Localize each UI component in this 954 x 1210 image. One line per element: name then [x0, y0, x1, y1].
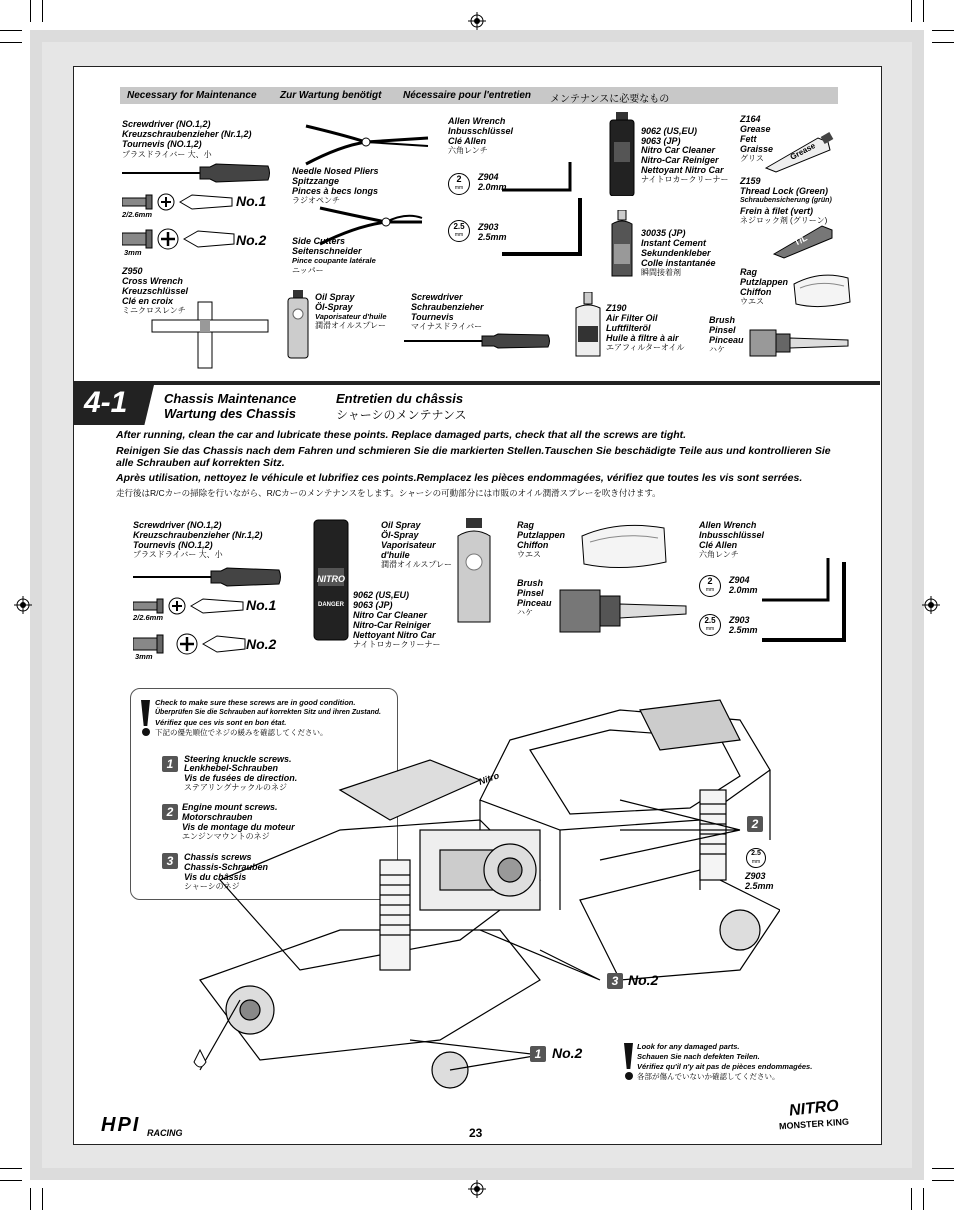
side-cutters-de: Seitenschneider: [292, 246, 362, 256]
cement-fr: Colle instantanée: [641, 258, 716, 268]
nmk-logo-line1: NITRO: [788, 1097, 840, 1120]
flat-sd-fr: Tournevis: [411, 312, 454, 322]
hpi-logo-text: HPI: [101, 1114, 141, 1136]
section-title-jp: シャーシのメンテナンス: [336, 408, 467, 422]
truck-brand-text: Nitro: [477, 770, 501, 787]
mid-nitro-fr: Nettoyant Nitro Car: [353, 630, 436, 640]
air-filter-oil-bottle-icon: [574, 292, 602, 358]
allen-top-en: Allen Wrench: [448, 116, 506, 126]
oil-top-en: Oil Spray: [315, 292, 355, 302]
registration-mark-icon: [14, 596, 32, 614]
mid-rag-en: Rag: [517, 520, 535, 530]
mid-no1-label: No.1: [246, 597, 277, 613]
damage-note-en: Look for any damaged parts.: [637, 1042, 740, 1051]
crop-mark: [0, 30, 22, 31]
nitro-top-jp: ナイトロカークリーナー: [641, 175, 729, 184]
nitro-top-fr: Nettoyant Nitro Car: [641, 165, 724, 175]
screw-item-1-en: Steering knuckle screws.: [184, 754, 292, 764]
flat-sd-de: Schraubenzieher: [411, 302, 484, 312]
grease-fr: Graisse: [740, 144, 774, 154]
cement-en: Instant Cement: [641, 238, 707, 248]
mid-allen-fr: Clé Allen: [699, 540, 738, 550]
oil-drop-icon: [194, 1050, 206, 1067]
threadlock-en: Thread Lock (Green): [740, 186, 829, 196]
instructions-jp: 走行後はR/Cカーの掃除を行いながら、R/Cカーのメンテナンスをします。シャーシの可動部分には市販のオイル潤滑スプレーを吹き付けます。: [116, 488, 661, 498]
monster-truck-chassis-illustration: [180, 680, 780, 1100]
check-note-en: Check to make sure these screws are in good condition.: [155, 698, 356, 707]
mid-rag-de: Putzlappen: [517, 530, 566, 540]
flat-sd-en: Screwdriver: [411, 292, 463, 302]
side-cutters-fr: Pince coupante latérale: [292, 256, 376, 265]
nitro-top-de: Nitro-Car Reiniger: [641, 155, 719, 165]
mid-z904-unit: mm: [705, 587, 715, 593]
damage-note-de: Schauen Sie nach defekten Teilen.: [637, 1052, 760, 1061]
z904-label: 2.0mm: [478, 182, 507, 192]
mid-z903-size: 2.5: [704, 616, 716, 625]
mid-z903-code: Z903: [729, 615, 750, 625]
mid-screw-large-size: 3mm: [135, 652, 153, 661]
mid-sd-en: Screwdriver (NO.1,2): [133, 520, 222, 530]
mid-nitro-jp: ナイトロカークリーナー: [353, 640, 441, 649]
mid-rag-icon: [578, 518, 670, 572]
flat-sd-jp: マイナスドライバー: [411, 322, 483, 331]
mid-nitro-de: Nitro-Car Reiniger: [353, 620, 431, 630]
screwdriver-label-fr: Tournevis (NO.1,2): [122, 139, 202, 149]
callout-3-number: 3: [607, 973, 623, 989]
threadlock-tube-icon: [770, 220, 836, 260]
damage-note-jp: 各部が傷んでいないか確認してください。: [637, 1072, 780, 1081]
oil-top-jp: 潤滑オイルスプレー: [315, 321, 387, 330]
allen-top-de: Inbusschlüssel: [448, 126, 514, 136]
nitro-monster-king-logo: [772, 1097, 856, 1140]
screw-large-size: 3mm: [124, 248, 142, 257]
no1-label: No.1: [236, 193, 267, 209]
mid-sd-jp: プラスドライバー 大、小: [133, 550, 223, 559]
nitro-top-code2: 9063 (JP): [641, 136, 681, 146]
screw-item-3-number: 3: [162, 853, 178, 869]
mid-nitro-en: Nitro Car Cleaner: [353, 610, 428, 620]
callout-2-number: 2: [747, 816, 763, 832]
mid-oil-de: Öl-Spray: [381, 530, 419, 540]
mid-z904-badge: [699, 575, 721, 597]
mid-screw-small-size: 2/2.6mm: [133, 613, 164, 622]
screw-small-size: 2/2.6mm: [122, 210, 153, 219]
maintenance-bar-fr: Nécessaire pour l'entretien: [403, 90, 531, 101]
afo-en: Air Filter Oil: [606, 313, 658, 323]
no2-label: No.2: [236, 232, 267, 248]
mid-z904-code: Z904: [729, 575, 750, 585]
phillips-screwdriver-icon: [120, 162, 272, 184]
nitro-top-code1: 9062 (US,EU): [641, 126, 698, 136]
crop-mark: [932, 30, 954, 31]
crop-mark: [0, 1180, 22, 1181]
z903-unit: mm: [454, 232, 464, 238]
mid-oil-en: Oil Spray: [381, 520, 421, 530]
nmk-logo-line2: MONSTER KING: [778, 1116, 850, 1132]
mid-nitro-code1: 9062 (US,EU): [353, 590, 410, 600]
crop-mark: [0, 42, 22, 43]
cross-wrench-code: Z950: [122, 266, 143, 276]
needle-pliers-icon: [300, 116, 432, 172]
mid-brush-en: Brush: [517, 578, 544, 588]
callout-2-size-badge: [746, 848, 766, 868]
crop-mark: [911, 1188, 912, 1210]
mid-brush-icon: [558, 584, 690, 638]
section-title-en: Chassis Maintenance: [164, 391, 297, 406]
screw-item-3-jp: シャーシのネジ: [184, 882, 240, 891]
rag-top-en: Rag: [740, 267, 758, 277]
screw-item-3-en: Chassis screws: [184, 852, 252, 862]
rag-icon: [790, 268, 852, 310]
threadlock-jp: ネジロック剤 (グリーン): [740, 216, 828, 225]
z903-code: Z903: [478, 222, 499, 232]
mid-z903-label: 2.5mm: [729, 625, 758, 635]
maintenance-bar-en: Necessary for Maintenance: [127, 90, 257, 101]
mid-rag-jp: ウエス: [517, 550, 541, 559]
mid-brush-fr: Pinceau: [517, 598, 552, 608]
mid-oil-jp: 潤滑オイルスプレー: [381, 560, 453, 569]
screw-item-2-de: Motorschrauben: [182, 812, 253, 822]
damage-note-fr: Vérifiez qu'il n'y ait pas de pièces endommagées.: [637, 1062, 813, 1071]
screwdriver-label-en: Screwdriver (NO.1,2): [122, 119, 211, 129]
maintenance-bar-de: Zur Wartung benötigt: [280, 90, 382, 101]
callout-2-label: 2.5mm: [745, 881, 774, 891]
screw-item-1-number: 1: [162, 756, 178, 772]
z903-size: 2.5: [453, 222, 465, 231]
mid-z904-label: 2.0mm: [729, 585, 758, 595]
maintenance-bar-jp: メンテナンスに必要なもの: [550, 94, 670, 105]
allen-wrench-icon: [500, 160, 590, 260]
callout-2-size: 2.5: [751, 850, 761, 857]
instructions-fr: Après utilisation, nettoyez le véhicule et lubrifiez ces points.Remplacez les pièces endommagées, vérifiez que toutes les vis sont serrées.: [116, 472, 803, 484]
mid-allen-en: Allen Wrench: [699, 520, 757, 530]
brush-top-fr: Pinceau: [709, 335, 744, 345]
section-title-de: Wartung des Chassis: [164, 406, 296, 421]
allen-top-jp: 六角レンチ: [448, 146, 488, 155]
afo-jp: エアフィルターオイル: [606, 343, 685, 352]
crop-mark: [30, 0, 31, 22]
screw-item-1-fr: Vis de fusées de direction.: [184, 773, 298, 783]
check-note-de: Überprüfen Sie die Schrauben auf korrekten Sitz und ihren Zustand.: [155, 709, 381, 716]
nitro-cleaner-can-icon: [608, 112, 636, 196]
crop-mark: [911, 0, 912, 22]
side-cutters-jp: ニッパー: [292, 266, 324, 275]
check-note-fr: Vérifiez que ces vis sont en bon état.: [155, 718, 287, 727]
mid-sd-de: Kreuzschraubenzieher (Nr.1,2): [133, 530, 263, 540]
mid-nitro-code2: 9063 (JP): [353, 600, 393, 610]
registration-mark-icon: [922, 596, 940, 614]
z904-size-badge: [448, 173, 470, 195]
brush-top-jp: ハケ: [709, 345, 725, 354]
can-warning-text: DANGER: [317, 602, 345, 608]
section-divider: [74, 381, 880, 385]
callout-3-label: No.2: [628, 972, 659, 988]
threadlock-tube-label: T/L: [792, 232, 809, 248]
callout-2-unit: mm: [751, 859, 761, 865]
oil-top-de: Öl-Spray: [315, 302, 353, 312]
maintenance-bar: [120, 87, 838, 104]
z903-label: 2.5mm: [478, 232, 507, 242]
cross-wrench-jp: ミニクロスレンチ: [122, 306, 186, 315]
cement-code: 30035 (JP): [641, 228, 686, 238]
screw-item-3-de: Chassis-Schrauben: [184, 862, 269, 872]
mid-no2-label: No.2: [246, 636, 277, 652]
needle-pliers-de: Spitzzange: [292, 176, 340, 186]
mid-allen-wrench-icon: [760, 556, 856, 656]
brush-top-en: Brush: [709, 315, 736, 325]
rag-top-fr: Chiffon: [740, 287, 772, 297]
section-title-fr: Entretien du châssis: [336, 391, 464, 406]
check-note-jp: 下記の優先順位でネジの緩みを確認してください。: [155, 728, 328, 737]
screw-item-1-de: Lenkhebel-Schrauben: [184, 763, 279, 773]
cross-wrench-en: Cross Wrench: [122, 276, 183, 286]
threadlock-code: Z159: [740, 176, 761, 186]
mid-sd-fr: Tournevis (NO.1,2): [133, 540, 213, 550]
crop-mark: [923, 1188, 924, 1210]
mid-brush-jp: ハケ: [517, 608, 533, 617]
grease-tube-icon: [762, 132, 834, 174]
damage-bullet-icon: [625, 1072, 633, 1080]
callout-2-code: Z903: [745, 871, 766, 881]
registration-mark-icon: [468, 1180, 486, 1198]
needle-pliers-jp: ラジオペンチ: [292, 196, 340, 205]
nitro-top-en: Nitro Car Cleaner: [641, 145, 716, 155]
section-number: 4-1: [84, 386, 128, 419]
allen-top-fr: Clé Allen: [448, 136, 487, 146]
instructions-en: After running, clean the car and lubricate these points. Replace damaged parts, check that all the screws are tight.: [116, 429, 687, 441]
mid-allen-de: Inbusschlüssel: [699, 530, 765, 540]
mid-nitro-cleaner-can-icon: [310, 518, 352, 642]
needle-pliers-fr: Pinces à becs longs: [292, 186, 379, 196]
flat-screwdriver-icon: [402, 332, 552, 350]
cement-jp: 瞬間接着剤: [641, 268, 681, 277]
afo-code: Z190: [606, 303, 627, 313]
brush-icon: [748, 326, 852, 360]
mid-rag-fr: Chiffon: [517, 540, 549, 550]
threadlock-de: Schraubensicherung (grün): [740, 197, 832, 204]
side-cutters-icon: [316, 200, 428, 252]
afo-fr: Huile à filtre à air: [606, 333, 679, 343]
screw-item-2-number: 2: [162, 804, 178, 820]
z904-size: 2: [456, 174, 462, 184]
side-cutters-en: Side Cutters: [292, 236, 346, 246]
threadlock-fr: Frein à filet (vert): [740, 206, 814, 216]
mid-z903-badge: [699, 614, 721, 636]
rag-top-jp: ウエス: [740, 297, 764, 306]
crop-mark: [42, 0, 43, 22]
rag-top-de: Putzlappen: [740, 277, 789, 287]
crop-mark: [42, 1188, 43, 1210]
crop-mark: [932, 42, 954, 43]
crop-mark: [30, 1188, 31, 1210]
callout-1-label: No.2: [552, 1045, 583, 1061]
mid-brush-de: Pinsel: [517, 588, 544, 598]
grease-tube-label: Grease: [788, 141, 817, 162]
brush-top-de: Pinsel: [709, 325, 736, 335]
afo-de: Luftfilteröl: [606, 323, 651, 333]
instant-cement-bottle-icon: [608, 210, 636, 280]
screwdriver-label-de: Kreuzschraubenzieher (Nr.1,2): [122, 129, 252, 139]
can-brand-text: NITRO: [317, 574, 345, 584]
grease-code: Z164: [740, 114, 761, 124]
needle-pliers-en: Needle Nosed Pliers: [292, 166, 379, 176]
print-margin-bottom: [30, 1168, 924, 1180]
mid-z903-unit: mm: [705, 626, 715, 632]
crop-mark: [932, 1180, 954, 1181]
grease-en: Grease: [740, 124, 771, 134]
oil-spray-can-icon: [287, 290, 309, 360]
hpi-racing-logo: [101, 1114, 195, 1140]
grease-de: Fett: [740, 134, 757, 144]
cross-wrench-de: Kreuzschlüssel: [122, 286, 189, 296]
mid-z904-size: 2: [707, 576, 713, 586]
mid-oil-fr1: Vaporisateur: [381, 540, 436, 550]
hpi-logo-subtext: RACING: [147, 1128, 183, 1138]
crop-mark: [932, 1168, 954, 1169]
screw-item-3-fr: Vis du châssis: [184, 872, 247, 882]
crop-mark: [923, 0, 924, 22]
registration-mark-icon: [468, 12, 486, 30]
callout-1-number: 1: [530, 1046, 546, 1062]
screwdriver-label-jp: プラスドライバー 大、小: [122, 150, 212, 159]
grease-jp: グリス: [740, 154, 764, 163]
screw-item-2-jp: エンジンマウントのネジ: [182, 832, 270, 841]
mid-allen-jp: 六角レンチ: [699, 550, 739, 559]
cross-wrench-icon: [150, 300, 270, 370]
oil-top-fr: Vaporisateur d'huile: [315, 312, 387, 321]
instructions-de: Reinigen Sie das Chassis nach dem Fahren und schmieren Sie die markierten Stellen.Tauschen Sie beschädigte Teile aus und kontrollieren Sie alle Schrauben auf korrekten Sitz.: [116, 445, 831, 469]
screw-item-2-fr: Vis de montage du moteur: [182, 822, 295, 832]
bullet-icon: [142, 728, 150, 736]
mid-oil-spray-can-icon: [454, 518, 494, 624]
crop-mark: [0, 1168, 22, 1169]
screw-item-2-en: Engine mount screws.: [182, 802, 278, 812]
z904-code: Z904: [478, 172, 499, 182]
mid-oil-fr2: d'huile: [381, 550, 410, 560]
cement-de: Sekundenkleber: [641, 248, 711, 258]
page-number: 23: [469, 1126, 483, 1140]
cross-wrench-fr: Clé en croix: [122, 296, 174, 306]
screw-item-1-jp: ステアリングナックルのネジ: [184, 783, 287, 792]
print-margin-top: [30, 30, 924, 42]
mid-phillips-screwdriver-icon: [131, 566, 283, 588]
z904-unit: mm: [454, 185, 464, 191]
z903-size-badge: [448, 220, 470, 242]
